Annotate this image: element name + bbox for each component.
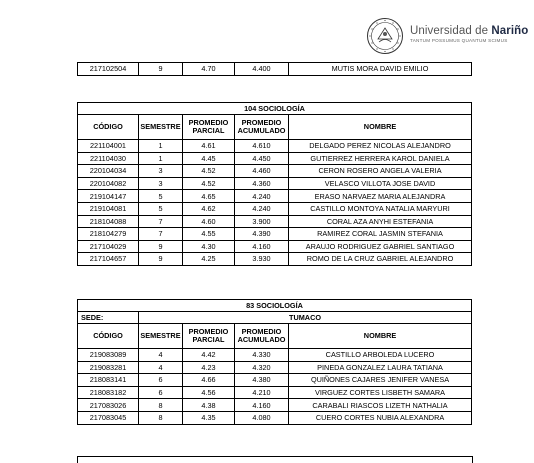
university-seal-icon: [366, 17, 404, 55]
semestre-cell: 1: [139, 140, 183, 153]
nombre-cell: CERON ROSERO ANGELA VALERIA: [289, 165, 472, 178]
col-acumulado-header: PROMEDIO ACUMULADO: [235, 115, 289, 140]
parcial-cell: 4.38: [183, 399, 235, 412]
nombre-cell: VELASCO VILLOTA JOSE DAVID: [289, 177, 472, 190]
col-nombre-header: NOMBRE: [289, 324, 472, 349]
codigo-cell: 218083182: [78, 386, 139, 399]
table-row: [78, 165, 472, 178]
parcial-cell: 4.56: [183, 386, 235, 399]
acumulado-cell: 4.240: [235, 202, 289, 215]
parcial-cell: 4.52: [183, 177, 235, 190]
parcial-cell: 4.25: [183, 253, 235, 266]
parcial-cell: 4.65: [183, 190, 235, 203]
codigo-cell: 217104657: [78, 253, 139, 266]
acumulado-cell: 4.210: [235, 386, 289, 399]
codigo-cell: 217102504: [78, 63, 139, 76]
table-row: [78, 202, 472, 215]
table-row: [78, 152, 472, 165]
program-title: 83 SOCIOLOGÍA: [78, 300, 472, 312]
nombre-cell: QUIÑONES CAJARES JENIFER VANESA: [289, 374, 472, 387]
col-parcial-header: PROMEDIO PARCIAL: [183, 115, 235, 140]
col-codigo-header: CÓDIGO: [78, 324, 139, 349]
semestre-cell: 7: [139, 215, 183, 228]
carryover-row-table: [77, 62, 472, 76]
table-row: [78, 349, 472, 362]
acumulado-cell: 4.360: [235, 177, 289, 190]
table-body: [78, 140, 472, 266]
acumulado-cell: 4.450: [235, 152, 289, 165]
table-row: [78, 140, 472, 153]
codigo-cell: 219083089: [78, 349, 139, 362]
parcial-cell: 4.70: [183, 63, 235, 76]
parcial-cell: 4.66: [183, 374, 235, 387]
acumulado-cell: 4.160: [235, 240, 289, 253]
table-row: [78, 177, 472, 190]
table-row: [78, 386, 472, 399]
table-row: [78, 63, 472, 76]
acumulado-cell: 4.610: [235, 140, 289, 153]
nombre-cell: VIRGUEZ CORTES LISBETH SAMARA: [289, 386, 472, 399]
sede-label: SEDE:: [78, 312, 139, 324]
parcial-cell: 4.61: [183, 140, 235, 153]
codigo-cell: 220104082: [78, 177, 139, 190]
table-row: [78, 253, 472, 266]
codigo-cell: 217083045: [78, 411, 139, 424]
semestre-cell: 3: [139, 177, 183, 190]
semestre-cell: 4: [139, 349, 183, 362]
parcial-cell: 4.60: [183, 215, 235, 228]
header-row: [78, 115, 472, 140]
nombre-cell: GUTIERREZ HERRERA KAROL DANIELA: [289, 152, 472, 165]
table-row: [78, 215, 472, 228]
semestre-cell: 1: [139, 152, 183, 165]
codigo-cell: 219104081: [78, 202, 139, 215]
nombre-cell: ERASO NARVAEZ MARIA ALEJANDRA: [289, 190, 472, 203]
nombre-cell: CUERO CORTES NUBIA ALEXANDRA: [289, 411, 472, 424]
table-row: [78, 361, 472, 374]
semestre-cell: 3: [139, 165, 183, 178]
acumulado-cell: 4.390: [235, 228, 289, 241]
program-table-83: [77, 299, 472, 425]
parcial-cell: 4.35: [183, 411, 235, 424]
parcial-cell: 4.45: [183, 152, 235, 165]
parcial-cell: 4.23: [183, 361, 235, 374]
acumulado-cell: 4.320: [235, 361, 289, 374]
nombre-cell: CARABALI RIASCOS LIZETH NATHALIA: [289, 399, 472, 412]
table-row: [78, 411, 472, 424]
semestre-cell: 5: [139, 202, 183, 215]
parcial-cell: 4.55: [183, 228, 235, 241]
sede-row: [78, 312, 472, 324]
table-body: [78, 349, 472, 425]
acumulado-cell: 4.380: [235, 374, 289, 387]
semestre-cell: 4: [139, 361, 183, 374]
col-codigo-header: CÓDIGO: [78, 115, 139, 140]
acumulado-cell: 3.930: [235, 253, 289, 266]
semestre-cell: 8: [139, 411, 183, 424]
codigo-cell: 221104001: [78, 140, 139, 153]
semestre-cell: 7: [139, 228, 183, 241]
university-wordmark: [410, 25, 528, 43]
nombre-cell: CORAL AZA ANYHI ESTEFANIA: [289, 215, 472, 228]
codigo-cell: 217083026: [78, 399, 139, 412]
nombre-cell: PINEDA GONZALEZ LAURA TATIANA: [289, 361, 472, 374]
acumulado-cell: 4.400: [235, 63, 289, 76]
semestre-cell: 6: [139, 386, 183, 399]
table-row: [78, 240, 472, 253]
codigo-cell: 220104034: [78, 165, 139, 178]
parcial-cell: 4.42: [183, 349, 235, 362]
sede-value: TUMACO: [139, 312, 472, 324]
semestre-cell: 8: [139, 399, 183, 412]
program-table-104: [77, 102, 472, 266]
nombre-cell: CASTILLO MONTOYA NATALIA MARYURI: [289, 202, 472, 215]
codigo-cell: 218104088: [78, 215, 139, 228]
semestre-cell: 9: [139, 63, 183, 76]
col-nombre-header: NOMBRE: [289, 115, 472, 140]
table-row: [78, 228, 472, 241]
acumulado-cell: 4.330: [235, 349, 289, 362]
col-semestre-header: SEMESTRE: [139, 115, 183, 140]
nombre-cell: ARAUJO RODRIGUEZ GABRIEL SANTIAGO: [289, 240, 472, 253]
acumulado-cell: 4.160: [235, 399, 289, 412]
codigo-cell: 219104147: [78, 190, 139, 203]
acumulado-cell: 3.900: [235, 215, 289, 228]
university-motto: TANTUM POSSUMUS QUANTUM SCIMUS: [410, 38, 508, 43]
parcial-cell: 4.30: [183, 240, 235, 253]
semestre-cell: 6: [139, 374, 183, 387]
col-parcial-header: PROMEDIO PARCIAL: [183, 324, 235, 349]
nombre-cell: DELGADO PEREZ NICOLAS ALEJANDRO: [289, 140, 472, 153]
codigo-cell: 217104029: [78, 240, 139, 253]
codigo-cell: 219083281: [78, 361, 139, 374]
university-logo: [366, 17, 529, 51]
table-row: [78, 399, 472, 412]
table-title-row: [78, 300, 472, 312]
table-row: [78, 374, 472, 387]
university-name: Universidad de Nariño: [410, 25, 529, 37]
nombre-cell: MUTIS MORA DAVID EMILIO: [289, 63, 472, 76]
table-title-row: [78, 103, 472, 115]
codigo-cell: 218083141: [78, 374, 139, 387]
acumulado-cell: 4.240: [235, 190, 289, 203]
col-acumulado-header: PROMEDIO ACUMULADO: [235, 324, 289, 349]
semestre-cell: 5: [139, 190, 183, 203]
acumulado-cell: 4.080: [235, 411, 289, 424]
parcial-cell: 4.52: [183, 165, 235, 178]
nombre-cell: CASTILLO ARBOLEDA LUCERO: [289, 349, 472, 362]
acumulado-cell: 4.460: [235, 165, 289, 178]
program-title: 104 SOCIOLOGÍA: [78, 103, 472, 115]
parcial-cell: 4.62: [183, 202, 235, 215]
col-semestre-header: SEMESTRE: [139, 324, 183, 349]
table-row: [78, 190, 472, 203]
codigo-cell: 221104030: [78, 152, 139, 165]
semestre-cell: 9: [139, 253, 183, 266]
nombre-cell: RAMIREZ CORAL JASMIN STEFANIA: [289, 228, 472, 241]
codigo-cell: 218104279: [78, 228, 139, 241]
nombre-cell: ROMO DE LA CRUZ GABRIEL ALEJANDRO: [289, 253, 472, 266]
semestre-cell: 9: [139, 240, 183, 253]
header-row: [78, 324, 472, 349]
